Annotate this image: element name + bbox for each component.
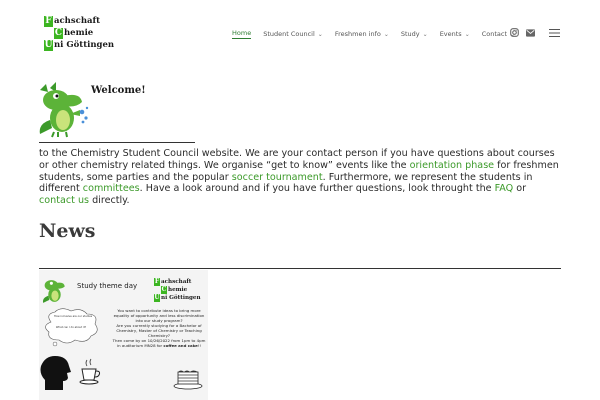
head-silhouette-icon bbox=[39, 354, 71, 390]
nav-events[interactable] bbox=[440, 30, 470, 38]
chevron-down-icon: ⌄ bbox=[317, 30, 323, 38]
menu-icon[interactable] bbox=[549, 29, 560, 37]
bubble-text-1: How inclusive are our studies bbox=[53, 315, 93, 318]
chevron-down-icon: ⌄ bbox=[383, 30, 389, 38]
card-text-3b: coffee and cake bbox=[163, 343, 198, 348]
news-card-text bbox=[111, 308, 207, 348]
logo-word-3: ni Göttingen bbox=[54, 39, 115, 50]
intro-text-6: directly. bbox=[89, 195, 130, 207]
welcome-heading: Welcome! bbox=[91, 85, 146, 96]
card-logo-letter-u: U bbox=[154, 294, 160, 301]
nav-events-label: Events bbox=[439, 30, 462, 38]
logo-letter-u: U bbox=[44, 39, 53, 50]
card-logo-word-1: achschaft bbox=[161, 279, 192, 285]
nav-freshmen-info-label: Freshmen info bbox=[334, 30, 381, 38]
nav-student-council[interactable] bbox=[263, 30, 323, 38]
site-logo[interactable] bbox=[44, 15, 124, 51]
card-logo-letter-f: F bbox=[154, 278, 160, 285]
dragon-mascot-icon bbox=[36, 80, 90, 138]
nav-student-council-label: Student Council bbox=[263, 30, 315, 38]
card-text-3a: Then come by on 10/26/2022 from 1pm to 4pm in auditorium MN28 for bbox=[112, 338, 206, 348]
logo-word-2: hemie bbox=[64, 27, 94, 38]
link-contact-us[interactable]: contact us bbox=[39, 195, 90, 207]
coffee-cup-icon bbox=[79, 358, 103, 386]
bubble-text-2: What can I do about it? bbox=[55, 326, 87, 329]
chevron-down-icon: ⌄ bbox=[464, 30, 470, 38]
cake-icon bbox=[173, 366, 203, 390]
card-text-1: You want to contribute ideas to bring more equality of opportunity and less discrimination into our study program? bbox=[113, 308, 205, 323]
news-heading: News bbox=[39, 220, 96, 242]
logo-word-1: achschaft bbox=[54, 15, 101, 26]
nav-contact-label: Contact bbox=[481, 30, 508, 38]
intro-text-1: to the Chemistry Student Council website. We are your contact person if you have questions about courses or other chemistry related things. We organise “get to know” events like the bbox=[39, 148, 555, 171]
link-committees[interactable]: committees bbox=[82, 183, 140, 195]
card-text-2: Are you currently studying for a Bachelor of Chemistry, Master of Chemistry or Teaching Chemistry? bbox=[116, 323, 202, 338]
card-logo-word-3: ni Göttingen bbox=[161, 295, 201, 301]
link-orientation-phase[interactable]: orientation phase bbox=[409, 159, 495, 171]
chevron-down-icon: ⌄ bbox=[510, 30, 516, 38]
news-divider bbox=[39, 268, 561, 269]
intro-text-3: . Furthermore, we represent the students in different bbox=[39, 171, 533, 195]
nav-study-label: Study bbox=[400, 30, 420, 38]
instagram-icon[interactable] bbox=[510, 28, 519, 37]
nav-home[interactable] bbox=[232, 29, 251, 39]
card-logo-letter-c: C bbox=[161, 286, 167, 293]
main-nav bbox=[232, 27, 527, 41]
link-faq[interactable]: FAQ bbox=[494, 183, 514, 195]
email-icon[interactable] bbox=[526, 29, 535, 37]
nav-study[interactable] bbox=[401, 30, 428, 38]
logo-letter-c: C bbox=[54, 27, 63, 38]
intro-paragraph bbox=[39, 148, 564, 207]
chevron-down-icon: ⌄ bbox=[422, 30, 428, 38]
logo-letter-f: F bbox=[45, 15, 52, 26]
link-soccer-tournament[interactable]: soccer tournament bbox=[231, 171, 323, 183]
nav-freshmen-info[interactable] bbox=[335, 30, 389, 38]
news-card-title: Study theme day bbox=[77, 282, 138, 290]
intro-text-5: or bbox=[513, 183, 527, 195]
card-logo-word-2: hemie bbox=[168, 287, 188, 293]
divider bbox=[39, 142, 195, 143]
news-card[interactable] bbox=[39, 270, 208, 400]
card-text-3c: !! bbox=[197, 343, 201, 348]
nav-home-label: Home bbox=[232, 29, 252, 37]
intro-text-4: . Have a look around and if you have further questions, look throught the bbox=[139, 183, 495, 195]
card-logo bbox=[154, 278, 206, 304]
dragon-mascot-icon bbox=[41, 275, 69, 305]
intro-text-2: for freshmen students, some parties and the popular bbox=[39, 159, 559, 183]
